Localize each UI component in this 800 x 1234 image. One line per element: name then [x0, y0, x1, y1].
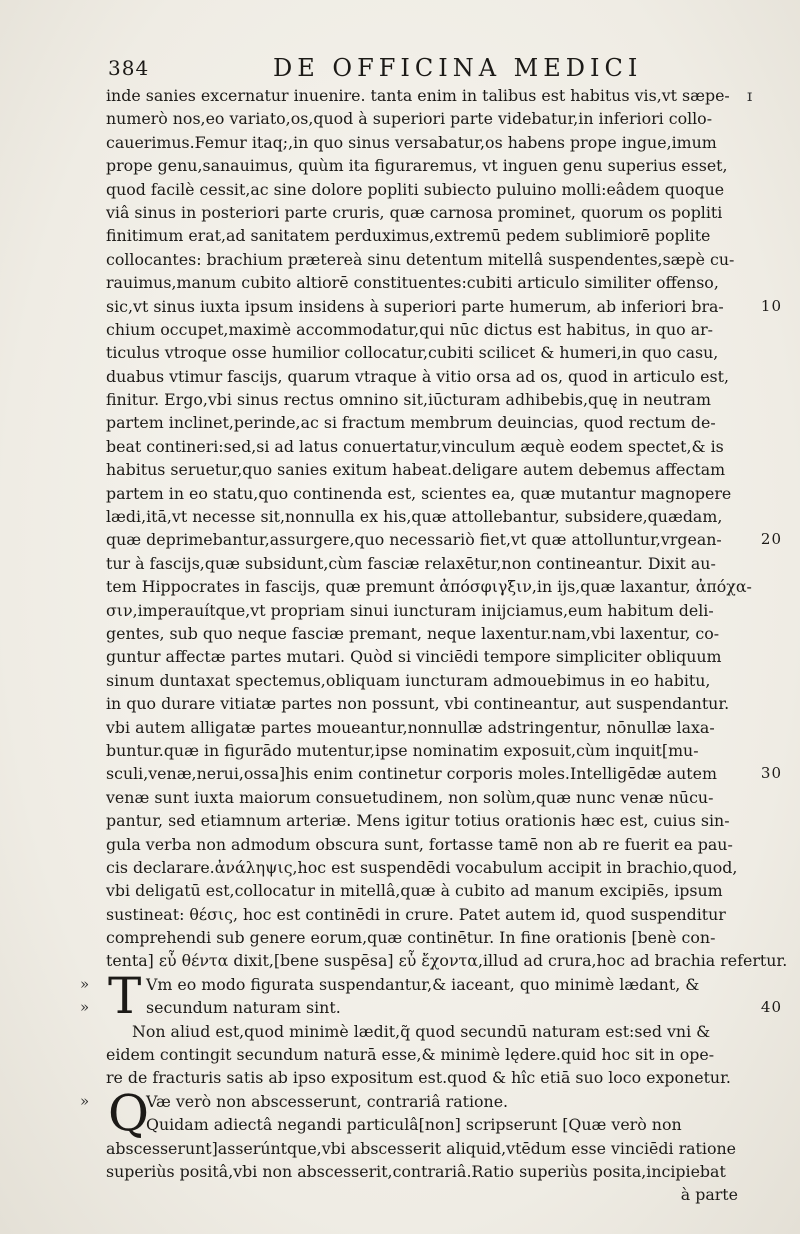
text-line: vbi autem alligatæ partes moueantur,nonnullæ adstringentur, nōnullæ laxa-	[106, 717, 715, 737]
text-line: finitimum erat,ad sanitatem perduximus,extremū pedem sublimiorē poplite	[106, 226, 711, 246]
lemma-text: Væ verò non abscesserunt, contrariâ ratione.	[146, 1091, 509, 1111]
text-line: sinum duntaxat spectemus,obliquam iuncturam admouebimus in eo habitu,	[106, 670, 711, 690]
text-line: beat contineri:sed,si ad latus conuertatur,vinculum æquè eodem spectet,& is	[106, 436, 724, 456]
main-commentary	[106, 84, 788, 973]
text-line: buntur.quæ in figurādo mutentur,ipse nominatim exposuit,cùm inquit[mu-	[106, 740, 699, 760]
text-line: collocantes: brachium prætereà sinu detentum mitellâ suspendentes,sæpè cu-	[106, 249, 735, 269]
text-line: finitur. Ergo,vbi sinus rectus omnino sit,iūcturam adhibebis,quę in neutram	[106, 390, 711, 410]
quote-mark: »	[80, 974, 90, 993]
commentary-line: Quidam adiectâ negandi particulâ[non] scripserunt [Quæ verò non	[146, 1115, 682, 1135]
commentary-line: eidem contingit secundum naturā esse,& minimè lędere.quid hoc sit in ope-	[106, 1045, 715, 1065]
text-line: cauerimus.Femur itaq;,in quo sinus versabatur,os habens prope ingue,imum	[106, 132, 717, 152]
text-line: quæ deprimebantur,assurgere,quo necessariò fiet,vt quæ attolluntur,vrgean- 20	[106, 528, 738, 551]
margin-mark: ɪ	[747, 86, 753, 105]
commentary-line: abscesserunt]asserúntque,vbi abscesserit aliquid,vtēdum esse vinciēdi ratione	[106, 1138, 736, 1158]
text-line: sculi,venæ,nerui,ossa]his enim continetur corporis moles.Intelligēdæ autem 30	[106, 762, 738, 785]
text-line: venæ sunt iuxta maiorum consuetudinem, non solùm,quæ nunc venæ nūcu-	[106, 787, 714, 807]
text-line: lædi,itā,vt necesse sit,nonnulla ex his,quæ attollebantur, subsidere,quædam,	[106, 507, 723, 527]
line-number: 30	[760, 764, 782, 783]
text-line: partem inclinet,perinde,ac si fractum membrum deuincias, quod rectum de-	[106, 413, 716, 433]
text-line: σιν,imperauítque,vt propriam sinui iuncturam inijciamus,eum habitum deli-	[106, 600, 714, 620]
body-text	[80, 84, 788, 1207]
text-line: vbi deligatū est,collocatur in mitellâ,quæ à cubito ad manum excipiēs, ipsum	[106, 881, 723, 901]
catchword: à parte	[680, 1185, 738, 1205]
text-line: gentes, sub quo neque fasciæ premant, neque laxentur.nam,vbi laxentur, co-	[106, 623, 720, 643]
quote-mark: »	[80, 998, 90, 1017]
text-line: ticulus vtroque osse humilior collocatur,cubiti scilicet & humeri,in quo casu,	[106, 343, 719, 363]
lemma-text: Vm eo modo figurata suspendantur,& iaceant, quo minimè lædant, &	[146, 974, 700, 994]
lemma-text: secundum naturam sint.	[146, 998, 341, 1018]
quote-mark: »	[80, 1091, 90, 1110]
line-number: 20	[760, 530, 782, 549]
running-title: DE OFFICINA MEDICI	[273, 54, 643, 82]
text-line: tur à fascijs,quæ subsidunt,cùm fasciæ relaxētur,non contineantur. Dixit au-	[106, 553, 716, 573]
text-line: duabus vtimur fascijs, quarum vtraque à vitio orsa ad os, quod in articulo est,	[106, 366, 729, 386]
commentary-line: re de fracturis satis ab ipso expositum est.quod & hîc etiā suo loco exponetur.	[106, 1068, 731, 1088]
commentary-line: Non aliud est,quod minimè lædit,q̃ quod secundū naturam est:sed vni &	[132, 1021, 711, 1041]
text-line: inde sanies excernatur inuenire. tanta enim in talibus est habitus vis,vt sæpe-	[106, 86, 730, 105]
text-line: in quo durare vitiatæ partes non possunt, vbi contineantur, aut suspendantur.	[106, 694, 730, 714]
text-line: chium occupet,maximè accommodatur,qui nūc dictus est habitus, in quo ar-	[106, 319, 714, 339]
text-line: pantur, sed etiamnum arteriæ. Mens igitur totius orationis hæc est, cuius sin-	[106, 811, 730, 831]
line-number: 40	[760, 998, 782, 1017]
lemma-line	[80, 996, 782, 1019]
text-line: tem Hippocrates in fascijs, quæ premunt ἀπόσφιγξιν,in ijs,quæ laxantur, ἀπόχα-	[106, 577, 752, 597]
drop-cap-initial: Q	[108, 1083, 149, 1142]
page-header	[108, 54, 748, 88]
line-number: 10	[760, 296, 782, 315]
text-line: viâ sinus in posteriori parte cruris, quæ carnosa prominet, quorum os popliti	[106, 202, 723, 222]
text-line: quod facilè cessit,ac sine dolore popliti subiecto puluino molli:eâdem quoque	[106, 179, 725, 199]
text-line: habitus seruetur,quo sanies exitum habeat.deligare autem debemus affectam	[106, 460, 726, 480]
text-line: numerò nos,eo variato,os,quod à superiori parte videbatur,in inferiori collo-	[106, 109, 713, 129]
page-number: 384	[108, 56, 150, 80]
text-line: prope genu,sanauimus, quùm ita figuraremus, vt inguen genu superius esset,	[106, 156, 728, 176]
text-line: tenta] εὖ θέντα dixit,[bene suspēsa] εὖ ἔχοντα,illud ad crura,hoc ad brachia refertur.	[106, 951, 788, 971]
text-line: sic,vt sinus iuxta ipsum insidens à superiori parte humerum, ab inferiori bra- 10	[106, 295, 738, 318]
text-line: sustineat: θέσις, hoc est continēdi in crure. Patet autem id, quod suspenditur	[106, 904, 726, 924]
text-line: gula verba non admodum obscura sunt, fortasse tamē non ab re fuerit ea pau-	[106, 834, 733, 854]
text-line: cis declarare.ἀνάληψις,hoc est suspendēdi vocabulum accipit in brachio,quod,	[106, 857, 738, 877]
drop-cap-initial: T	[108, 966, 142, 1025]
text-line: partem in eo statu,quo continenda est, scientes ea, quæ mutantur magnopere	[106, 483, 732, 503]
text-line: rauimus,manum cubito altiorē constituentes:cubiti articulo similiter offenso,	[106, 273, 719, 293]
commentary-line: superiùs positâ,vbi non abscesserit,contrariâ.Ratio superiùs posita,incipiebat	[106, 1161, 726, 1181]
text-line: guntur affectæ partes mutari. Quòd si vinciēdi tempore simpliciter obliquum	[106, 647, 722, 667]
text-line: comprehendi sub genere eorum,quæ continētur. In fine orationis [benè con-	[106, 928, 716, 948]
